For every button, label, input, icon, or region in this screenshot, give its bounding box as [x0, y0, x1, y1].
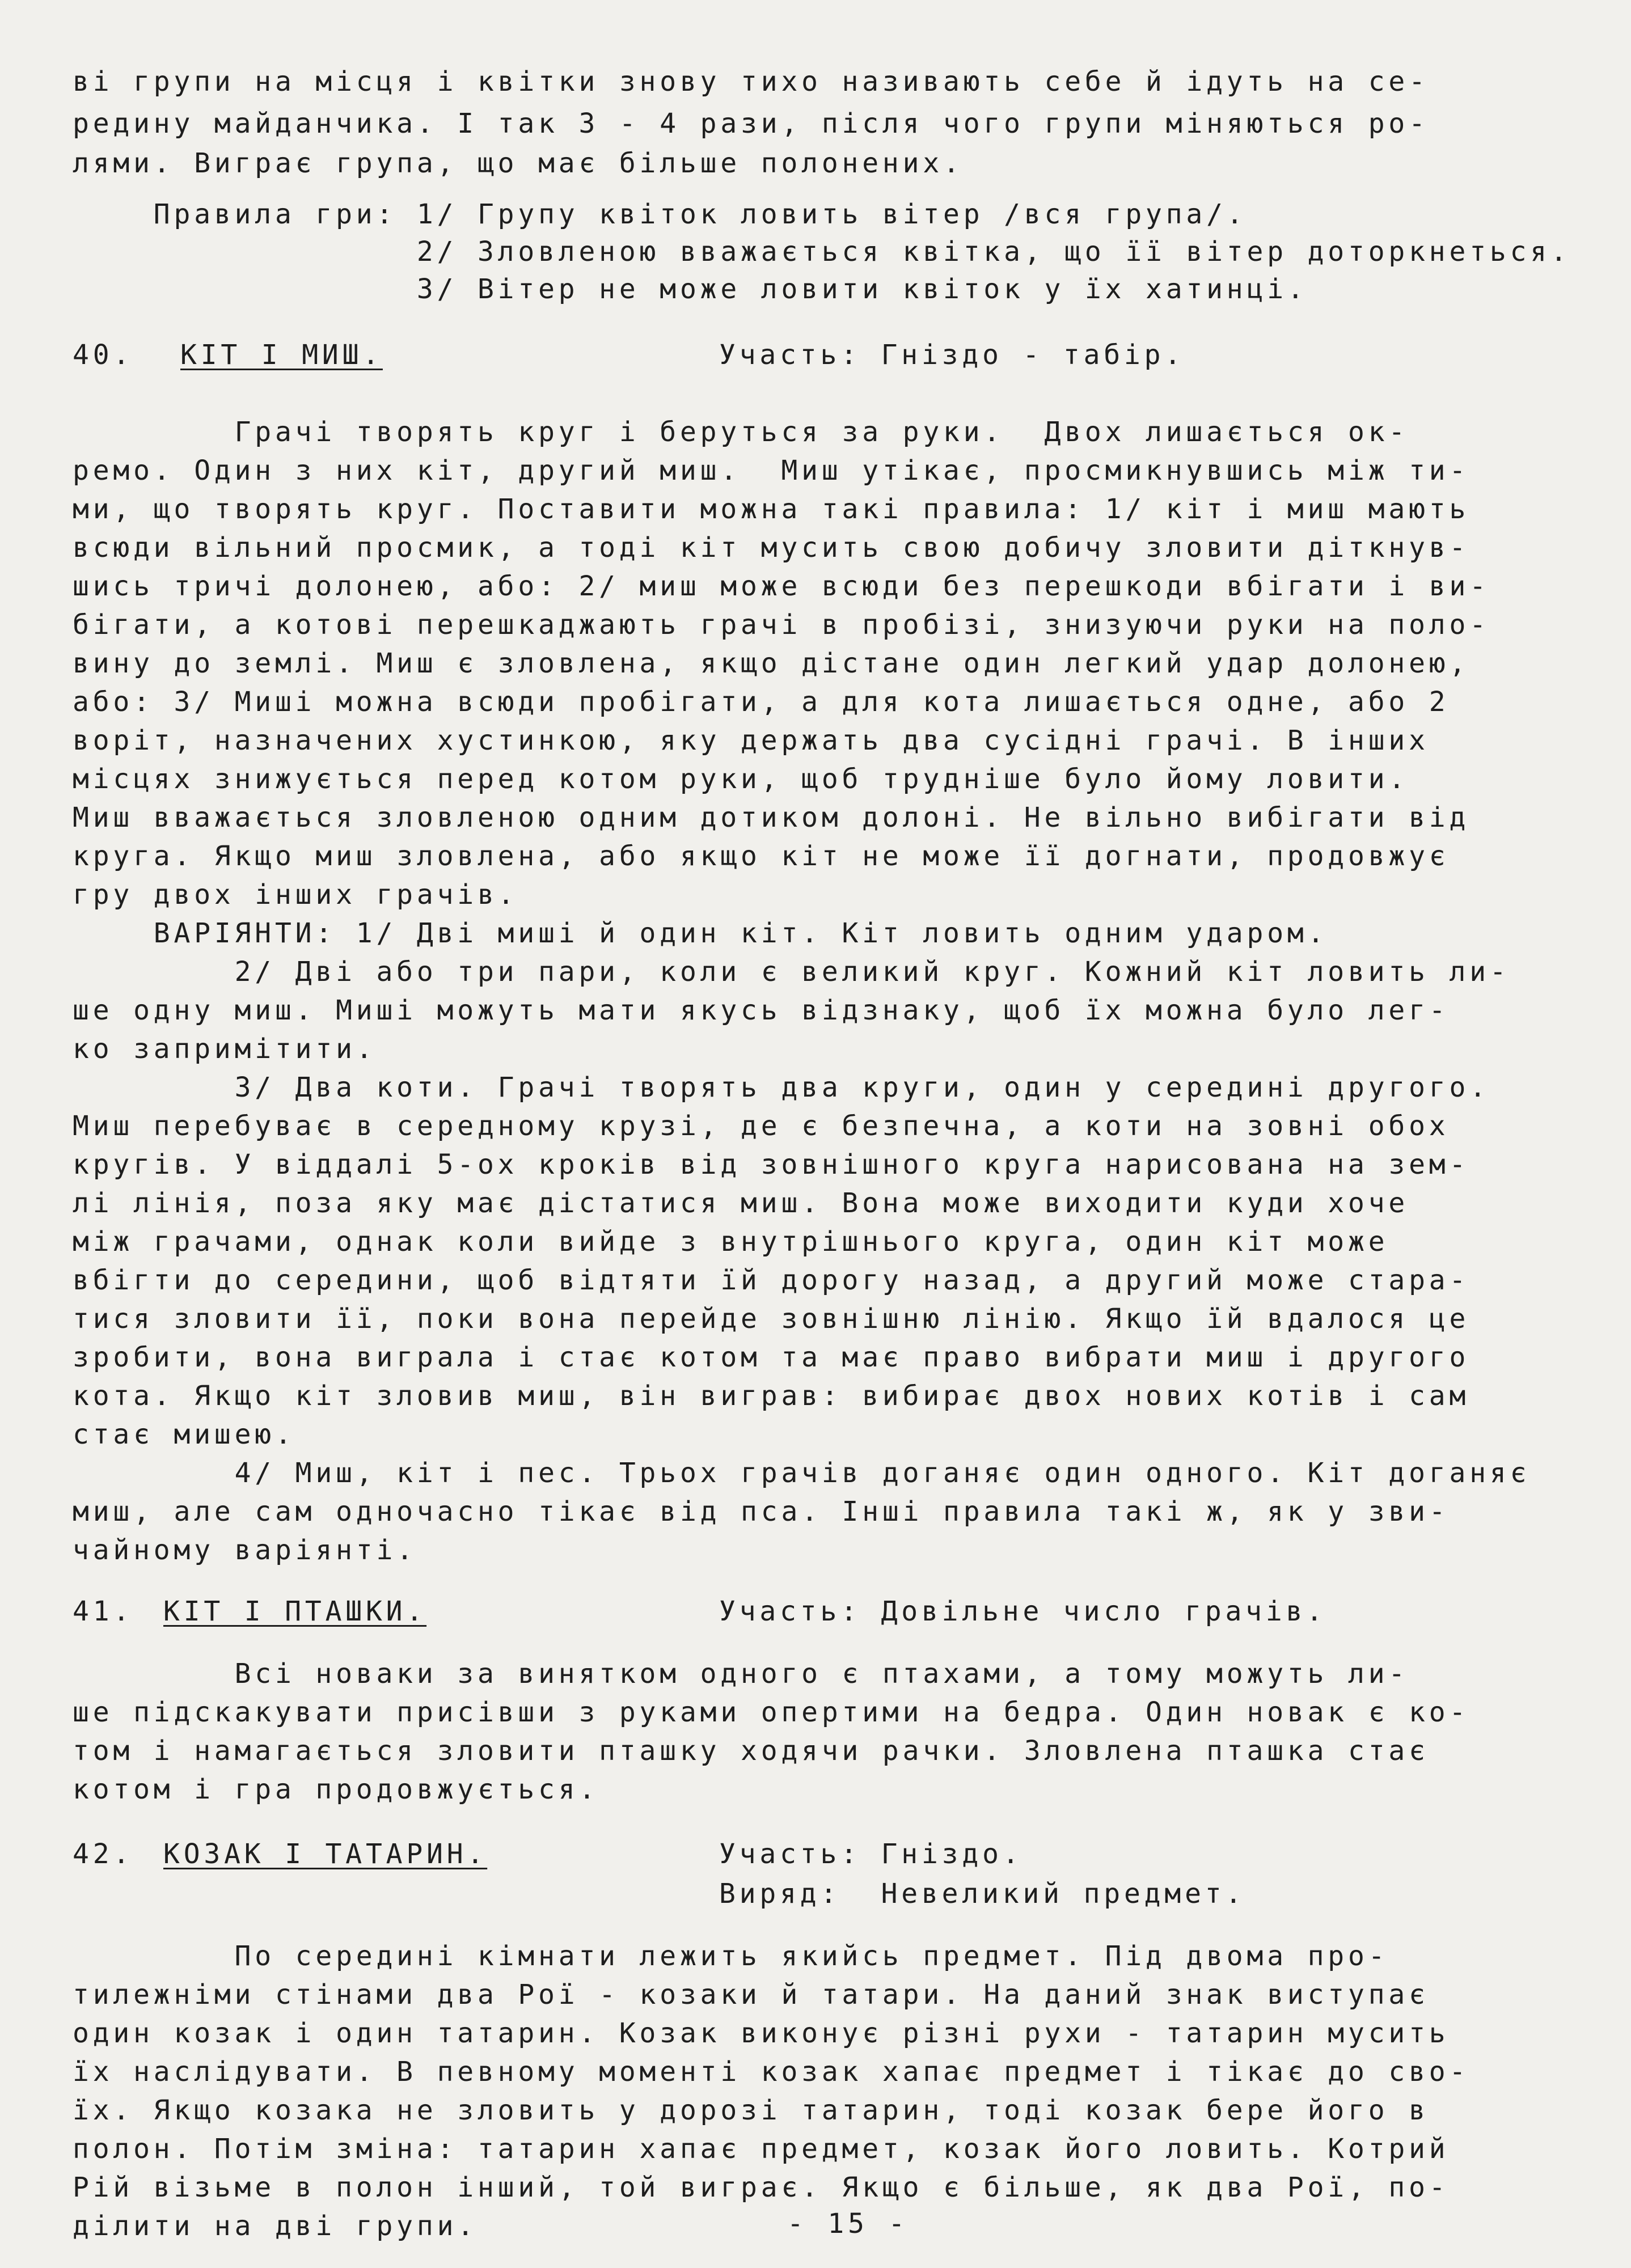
text-line: 2/ Дві або три пари, коли є великий круг. Кожний кіт ловить ли- — [73, 956, 1510, 988]
text-line: Миш перебуває в середному крузі, де є безпечна, а коти на зовні обох — [73, 1110, 1450, 1142]
text-line: 3/ Два коти. Грачі творять два круги, один у середині другого. — [73, 1072, 1490, 1103]
text-line: По середині кімнати лежить якийсь предмет. Під двома про- — [73, 1940, 1389, 1972]
game-participation: Участь: Довільне число грачів. — [719, 1596, 1326, 1627]
text-line: ше одну миш. Миші можуть мати якусь відзнаку, щоб їх можна було лег- — [73, 995, 1450, 1026]
text-line: ві групи на місця і квітки знову тихо називають себе й ідуть на се- — [73, 66, 1429, 98]
text-line: редину майданчика. І так 3 - 4 рази, після чого групи міняються ро- — [73, 108, 1429, 139]
text-line: ВАРІЯНТИ: 1/ Дві миші й один кіт. Кіт ловить одним ударом. — [73, 917, 1328, 949]
text-line: шись тричі долонею, або: 2/ миш може всюди без перешкоди вбігати і ви- — [73, 570, 1490, 602]
text-line: їх наслідувати. В певному моменті козак хапає предмет і тікає до сво- — [73, 2056, 1470, 2088]
text-line: місцях знижується перед котом руки, щоб труднiше було йому ловити. — [73, 763, 1409, 795]
text-line: тилежніми стінами два Рої - козаки й татари. На даний знак виступає — [73, 1979, 1429, 2011]
text-line: лі лінія, поза яку має дістатися миш. Вона може виходити куди хоче — [73, 1187, 1409, 1219]
text-line: 3/ Вітер не може ловити квіток у їх хатинці. — [73, 273, 1308, 305]
text-line: між грачами, однак коли вийде з внутрішнього круга, один кіт може — [73, 1226, 1389, 1258]
text-line: котом і гра продовжується. — [73, 1774, 599, 1805]
text-line: ко запримітити. — [73, 1033, 377, 1065]
text-line: том і намагається зловити пташку ходячи рачки. Зловлена пташка стає — [73, 1735, 1429, 1767]
game-number: 41. — [73, 1596, 134, 1627]
text-line: ми, що творять круг. Поставити можна такі правила: 1/ кіт і миш мають — [73, 493, 1470, 525]
text-line: лями. Виграє група, що має більше полонених. — [73, 147, 964, 179]
page-number: - 15 - — [787, 2208, 909, 2240]
text-line: Всі новаки за винятком одного є птахами, а тому можуть ли- — [73, 1658, 1409, 1690]
text-line: ремо. Один з них кіт, другий миш. Миш утікає, просмикнувшись між ти- — [73, 455, 1470, 486]
text-line: гру двох інших грачів. — [73, 879, 518, 911]
text-line: кругів. У віддалі 5-ох кроків від зовнішного круга нарисована на зем- — [73, 1149, 1470, 1180]
text-line: кота. Якщо кіт зловив миш, він виграв: вибирає двох нових котів і сам — [73, 1380, 1470, 1412]
text-line: ділити на дві групи. — [73, 2210, 478, 2242]
text-line: тися зловити її, поки вона перейде зовнішню лінію. Якщо їй вдалося це — [73, 1303, 1470, 1335]
text-line: 2/ Зловленою вважається квітка, що її вітер доторкнеться. — [73, 236, 1571, 268]
text-line: круга. Якщо миш зловлена, або якщо кіт не може її догнати, продовжує — [73, 840, 1450, 872]
text-line: всюди вільний просмик, а тоді кіт мусить свою добичу зловити діткнув- — [73, 532, 1470, 564]
text-line: миш, але сам одночасно тікає від пса. Інші правила такі ж, як у зви- — [73, 1496, 1450, 1527]
text-line: їх. Якщо козака не зловить у дорозі татарин, тоді козак бере його в — [73, 2094, 1429, 2126]
text-line: Правила гри: 1/ Групу квіток ловить вітер /вся група/. — [73, 198, 1247, 230]
text-line: вину до землі. Миш є зловлена, якщо дістане один легкий удар долонею, — [73, 648, 1470, 679]
game-title: КІТ І МИШ. — [180, 339, 383, 371]
game-participation: Участь: Гніздо - табір. — [719, 339, 1185, 371]
game-equipment: Виряд: Невеликий предмет. — [719, 1878, 1246, 1910]
text-line: ше підскакувати присівши з руками опертими на бедра. Один новак є ко- — [73, 1696, 1470, 1728]
text-line: воріт, назначених хустинкою, яку держать два сусідні грачі. В інших — [73, 725, 1429, 756]
text-line: або: 3/ Миші можна всюди пробігати, а для кота лишається одне, або 2 — [73, 686, 1450, 718]
text-line: стає мишею. — [73, 1419, 295, 1450]
text-line: Миш вважається зловленою одним дотиком долоні. Не вільно вибігати від — [73, 802, 1470, 833]
text-line: Рій візьме в полон інший, той виграє. Якщо є більше, як два Рої, по- — [73, 2172, 1450, 2203]
game-title: КОЗАК І ТАТАРИН. — [163, 1838, 488, 1870]
game-title: КІТ І ПТАШКИ. — [163, 1596, 427, 1627]
text-line: полон. Потім зміна: татарин хапає предмет, козак його ловить. Котрий — [73, 2133, 1450, 2165]
game-participation: Участь: Гніздо. — [719, 1838, 1023, 1870]
text-line: бігати, а котові перешкаджають грачі в пробізі, знизуючи руки на поло- — [73, 609, 1490, 641]
text-line: чайному варіянті. — [73, 1534, 417, 1566]
game-number: 42. — [73, 1838, 134, 1870]
text-line: зробити, вона виграла і стає котом та має право вибрати миш і другого — [73, 1342, 1470, 1373]
text-line: 4/ Миш, кіт і пес. Трьох грачів доганяє один одного. Кіт доганяє — [73, 1457, 1531, 1489]
text-line: один козак і один татарин. Козак виконує різні рухи - татарин мусить — [73, 2017, 1450, 2049]
text-line: вбігти до середини, щоб відтяти їй дорогу назад, а другий може стара- — [73, 1264, 1470, 1296]
game-number: 40. — [73, 339, 134, 371]
text-line: Грачі творять круг і беруться за руки. Двох лишається ок- — [73, 416, 1409, 448]
